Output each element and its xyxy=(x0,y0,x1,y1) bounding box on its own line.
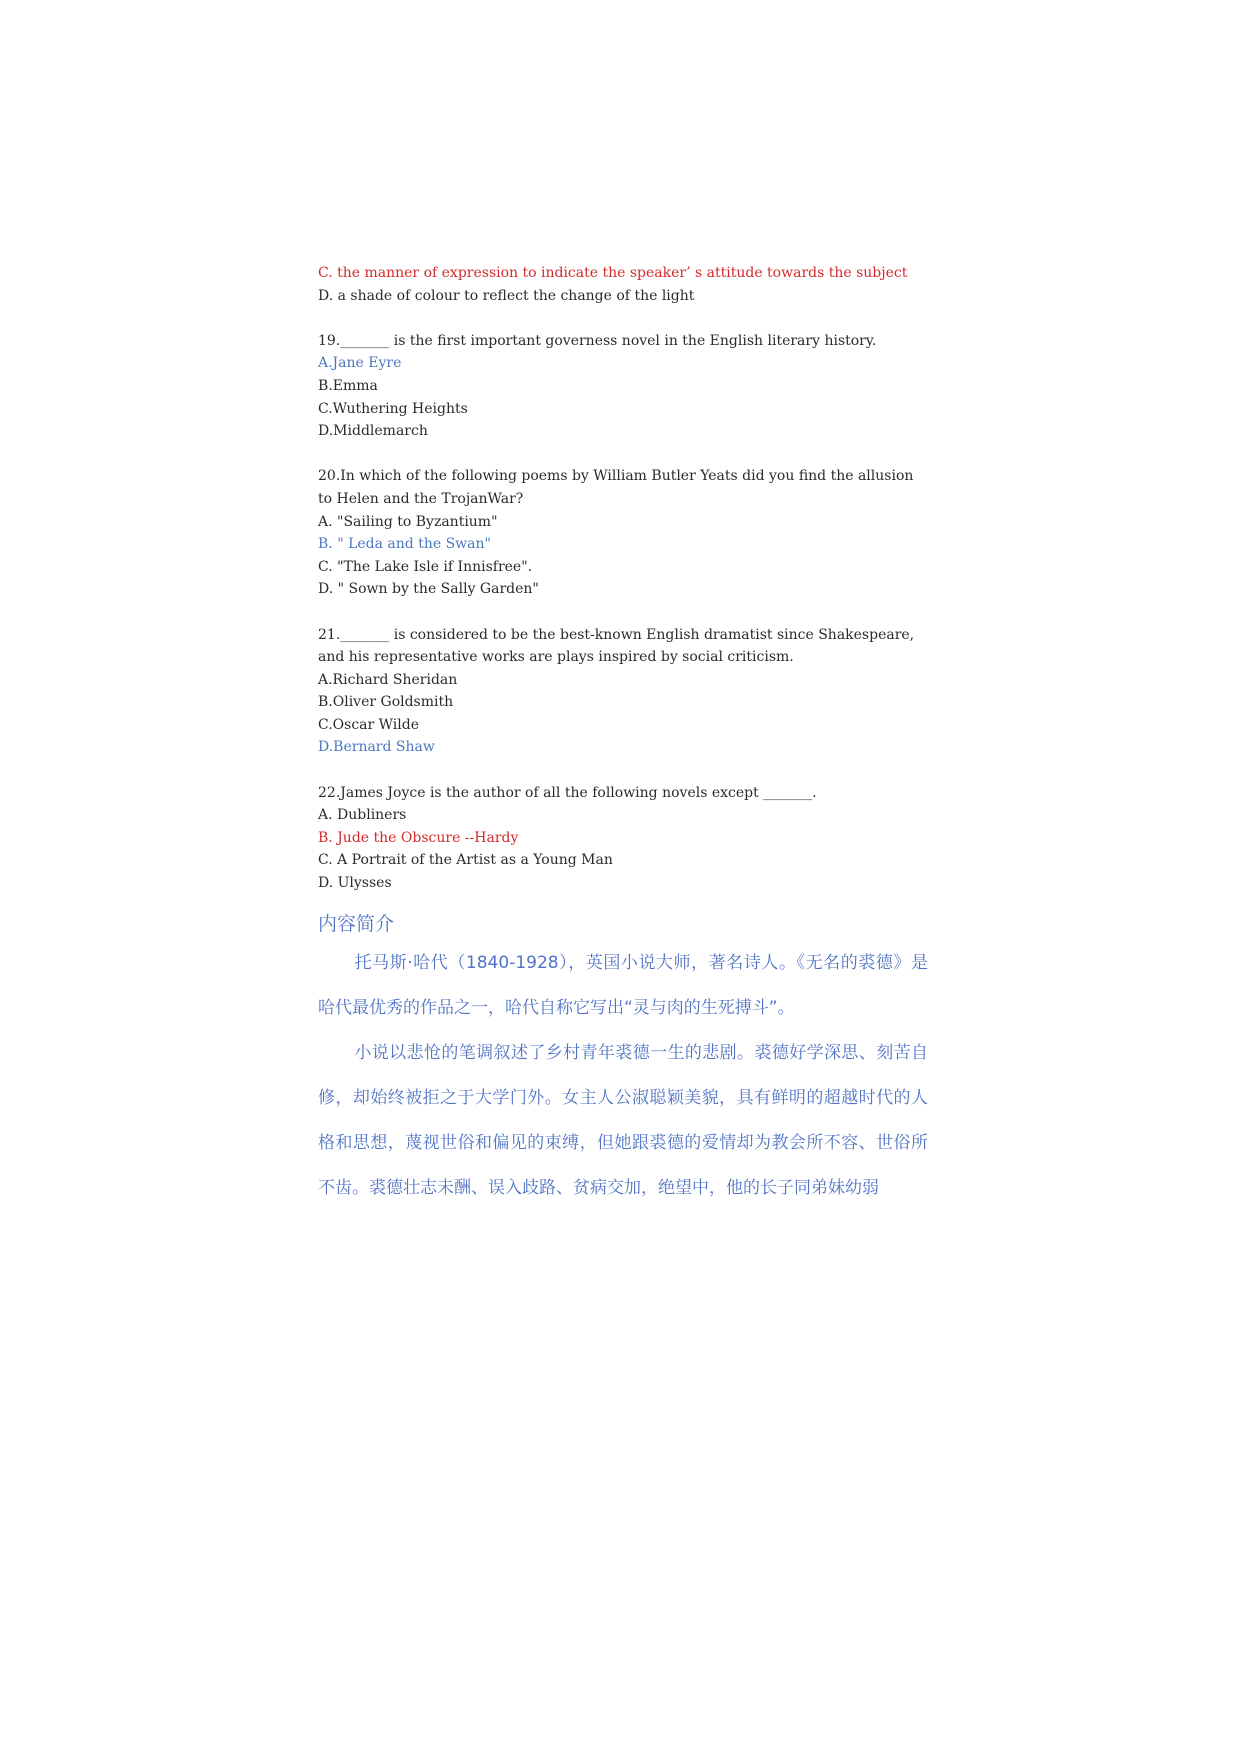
q19-option-b: B.Emma xyxy=(318,377,378,394)
q19-option-a-answer: A.Jane Eyre xyxy=(318,355,402,372)
q20-stem-line-1: 20.In which of the following poems by William Butler Yeats did you find the allusion xyxy=(318,468,914,485)
q20-option-d: D. " Sown by the Sally Garden" xyxy=(318,581,539,598)
q20-option-b-answer: B. " Leda and the Swan" xyxy=(318,536,491,553)
q21-option-b: B.Oliver Goldsmith xyxy=(318,694,454,711)
intro-paragraph-2-text: 小说以悲怆的笔调叙述了乡村青年裘德一生的悲剧。裘德好学深思、刻苦自修，却始终被拒之于大学门外。女主人公淑聪颖美貌，具有鲜明的超越时代的人格和思想，蔑视世俗和偏见的束缚，但她跟裘德的爱情却为教会所不容、世俗所不齿。裘德壮志未酬、误入歧路、贫病交加，绝望中，他的长子同弟妹幼弱 xyxy=(318,1042,928,1198)
q19-option-c: C.Wuthering Heights xyxy=(318,400,468,417)
q22-option-a: A. Dubliners xyxy=(318,807,407,824)
q22-option-c: C. A Portrait of the Artist as a Young Man xyxy=(318,852,613,869)
q21-stem-line-2: and his representative works are plays inspired by social criticism. xyxy=(318,649,794,666)
q20-option-c: C. "The Lake Isle if Innisfree". xyxy=(318,558,533,575)
exam-page xyxy=(318,262,928,1211)
q22-stem: 22.James Joyce is the author of all the following novels except _______. xyxy=(318,784,817,801)
q21-stem-line-1: 21._______ is considered to be the best-known English dramatist since Shakespeare, xyxy=(318,626,915,643)
q18-option-d: D. a shade of colour to reflect the change of the light xyxy=(318,287,695,304)
intro-paragraph-1-text: 托马斯·哈代（1840-1928），英国小说大师，著名诗人。《无名的裘德》是哈代最优秀的作品之一，哈代自称它写出“灵与肉的生死搏斗”。 xyxy=(318,952,928,1018)
q21-option-c: C.Oscar Wilde xyxy=(318,716,420,733)
q20-stem-line-2: to Helen and the TrojanWar? xyxy=(318,490,524,507)
q18-option-c-answer: C. the manner of expression to indicate the speaker’ s attitude towards the subject xyxy=(318,265,908,281)
q22-option-d: D. Ulysses xyxy=(318,875,392,892)
intro-paragraph-2 xyxy=(318,1031,928,1211)
q20-option-a: A. "Sailing to Byzantium" xyxy=(318,513,498,530)
q21-option-d-answer: D.Bernard Shaw xyxy=(318,739,435,756)
intro-paragraph-1 xyxy=(318,941,928,1031)
q21-option-a: A.Richard Sheridan xyxy=(318,671,458,688)
q19-option-d: D.Middlemarch xyxy=(318,423,428,440)
q22-option-b-answer: B. Jude the Obscure --Hardy xyxy=(318,829,519,846)
q19-stem: 19._______ is the first important governess novel in the English literary history. xyxy=(318,332,877,349)
intro-title: 内容简介 xyxy=(318,912,395,935)
